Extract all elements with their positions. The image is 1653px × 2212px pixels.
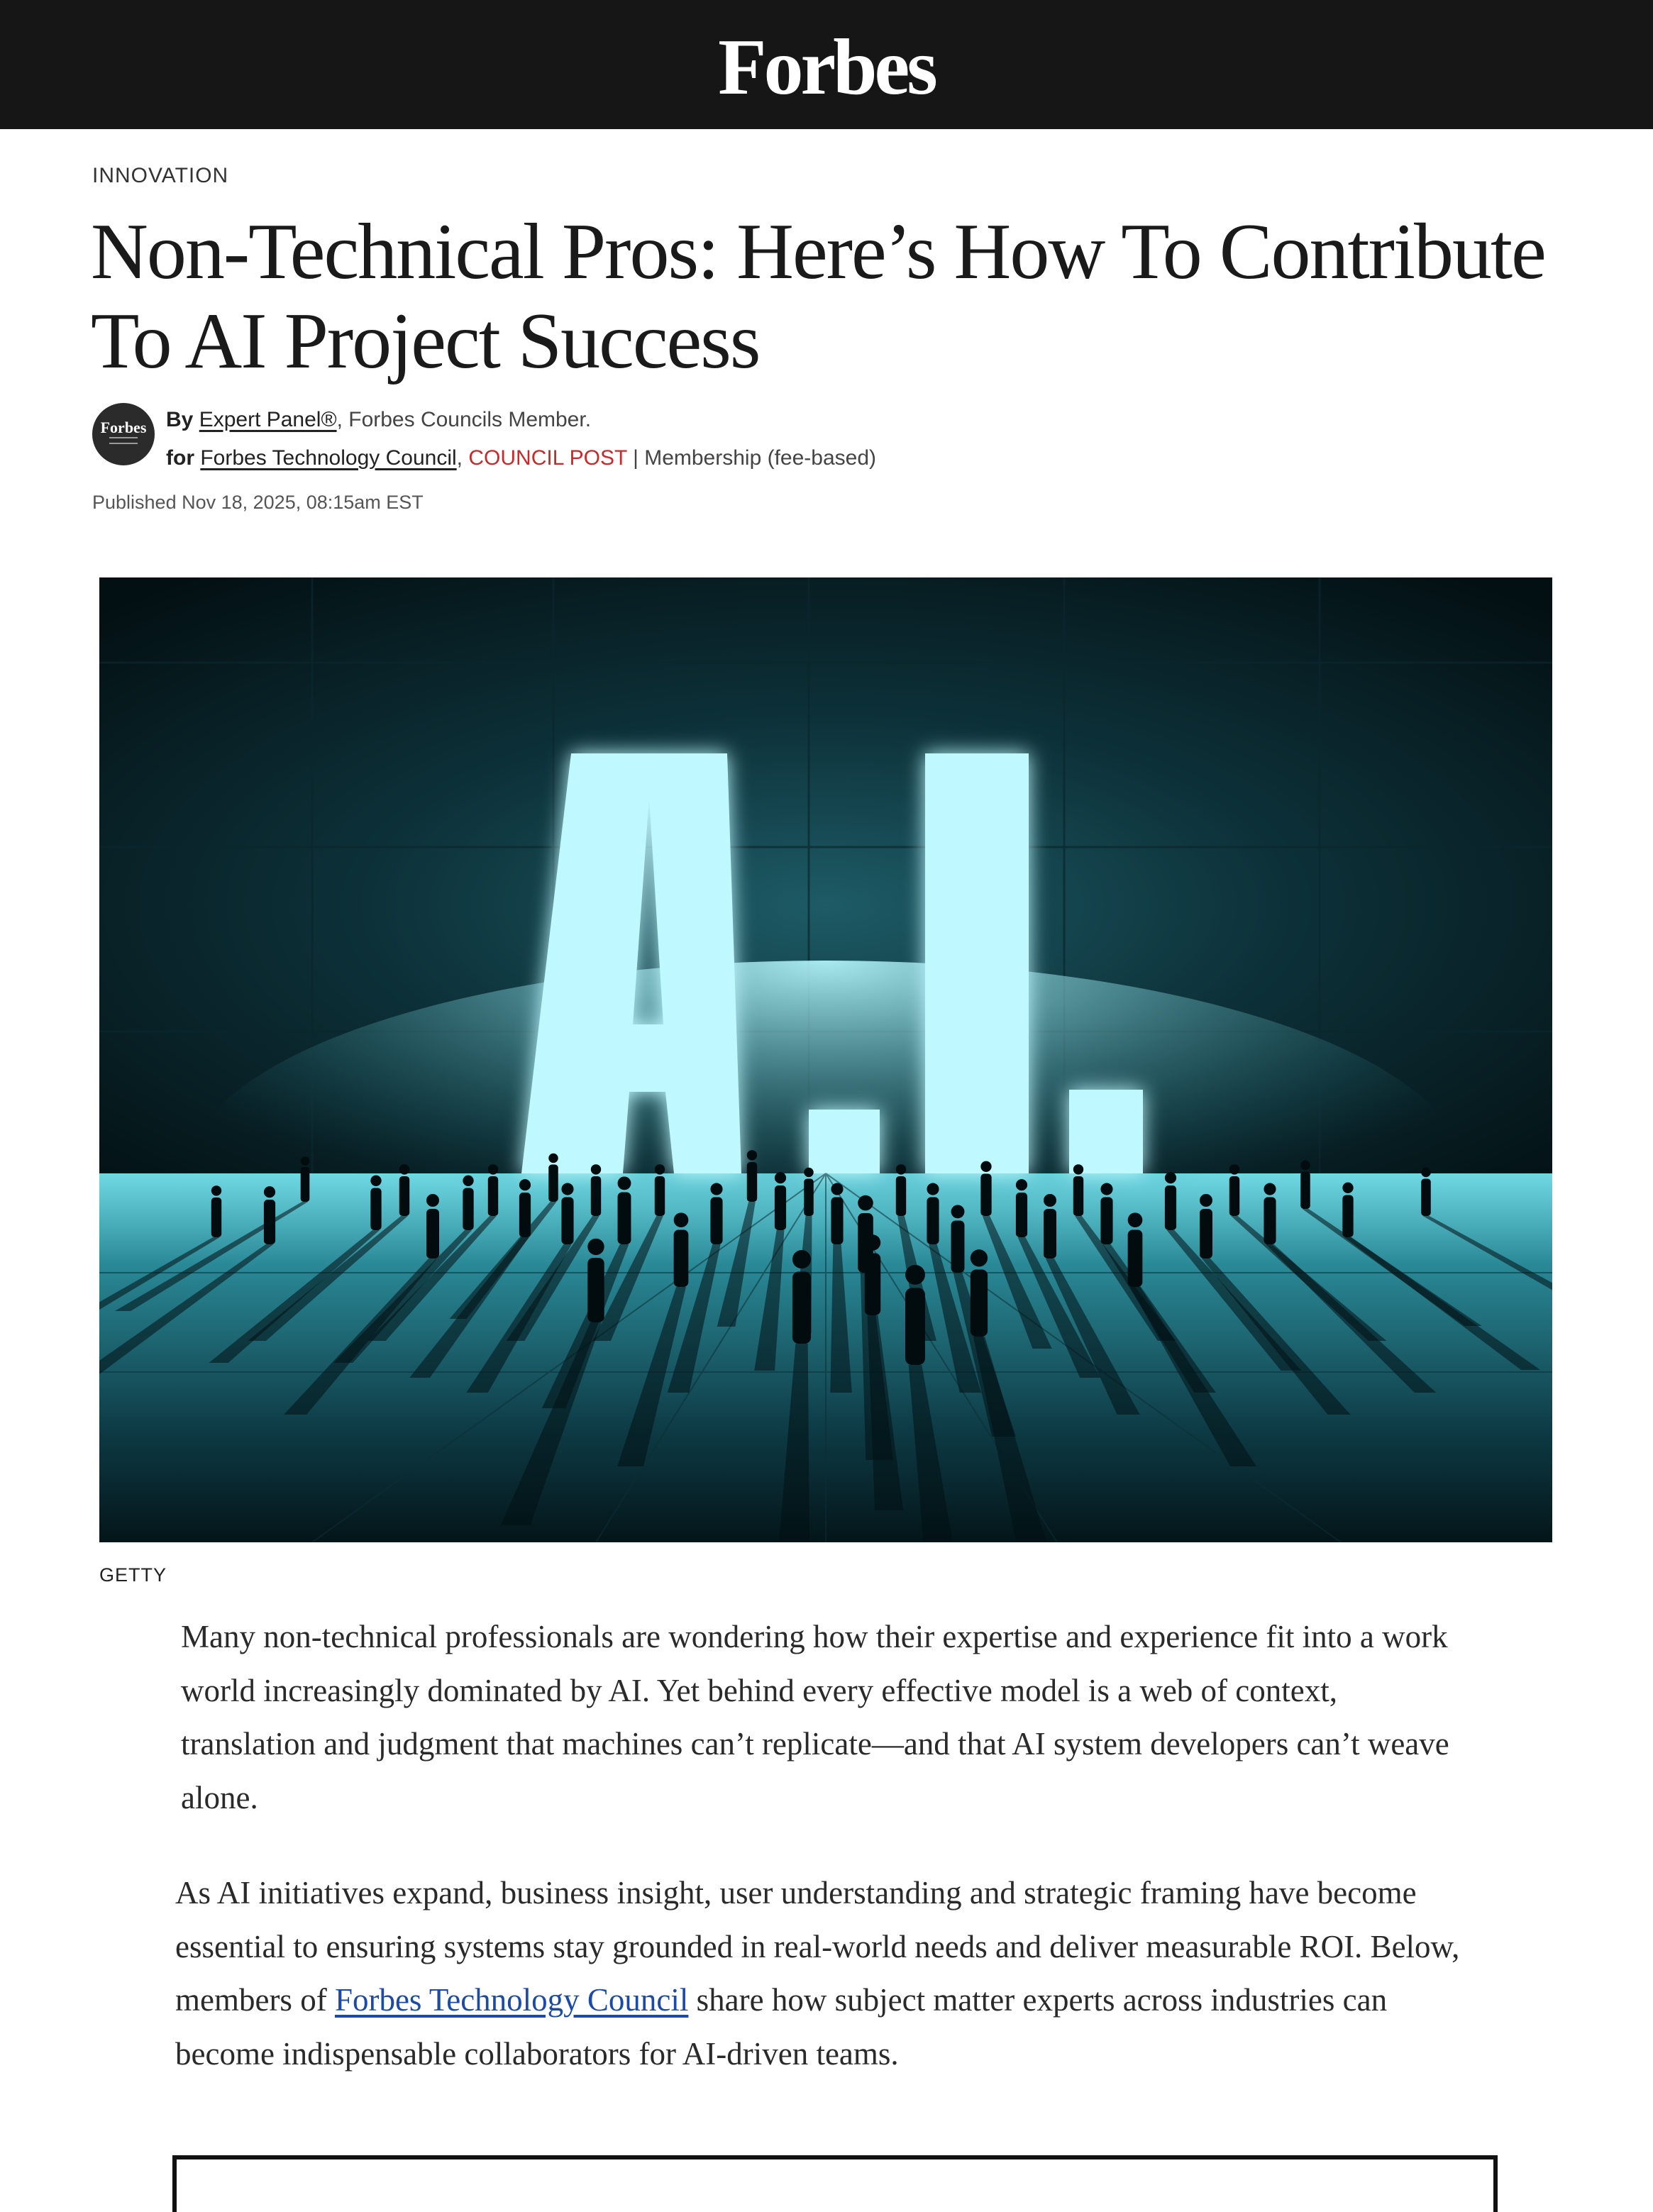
avatar-brand: Forbes bbox=[100, 419, 147, 436]
author-avatar[interactable] bbox=[92, 403, 155, 465]
membership-note: | Membership (fee-based) bbox=[633, 446, 877, 470]
paragraph-2-text-after: share how subject matter experts across industries can become indispensable collaborators for AI-driven teams. bbox=[175, 1982, 1388, 2072]
site-header bbox=[0, 0, 1653, 129]
section-label[interactable]: INNOVATION bbox=[92, 164, 229, 187]
avatar-sub-mark bbox=[109, 437, 138, 444]
author-link[interactable]: Expert Panel® bbox=[199, 408, 337, 431]
byline-author-line bbox=[166, 406, 591, 434]
byline-for: for bbox=[166, 446, 194, 470]
article-paragraph-1: Many non-technical professionals are wondering how their expertise and experience fit into a work world increasingly dominated by AI. Yet behind every effective model is a web of context, translation and judgment that machines can’t replicate—and that AI system developers can’t weave alone. bbox=[181, 1619, 1449, 1815]
image-credit: GETTY bbox=[99, 1564, 167, 1586]
council-post-label: COUNCIL POST bbox=[468, 446, 627, 470]
byline-by: By bbox=[166, 408, 194, 431]
council-link[interactable]: Forbes Technology Council bbox=[200, 446, 457, 470]
council-inline-link[interactable]: Forbes Technology Council bbox=[334, 1982, 689, 2018]
hero-illustration bbox=[99, 577, 1552, 1542]
embedded-content-box bbox=[172, 2155, 1498, 2212]
forbes-logo[interactable]: Forbes bbox=[718, 23, 935, 111]
byline-council-line bbox=[166, 444, 876, 472]
hero-image bbox=[99, 577, 1552, 1542]
paragraph-2-text-before: As AI initiatives expand, business insight, user understanding and strategic framing have become essential to ensuring systems stay grounded in real-world needs and deliver measurable ROI. Below, members of bbox=[175, 1875, 1460, 2018]
byline-comma: , bbox=[456, 446, 463, 470]
author-suffix: , Forbes Councils Member. bbox=[336, 408, 592, 431]
article-title: Non-Technical Pros: Here’s How To Contribute To AI Project Success bbox=[91, 208, 1545, 385]
published-date: Published Nov 18, 2025, 08:15am EST bbox=[92, 492, 424, 513]
article-paragraph-2 bbox=[175, 1867, 1481, 2081]
